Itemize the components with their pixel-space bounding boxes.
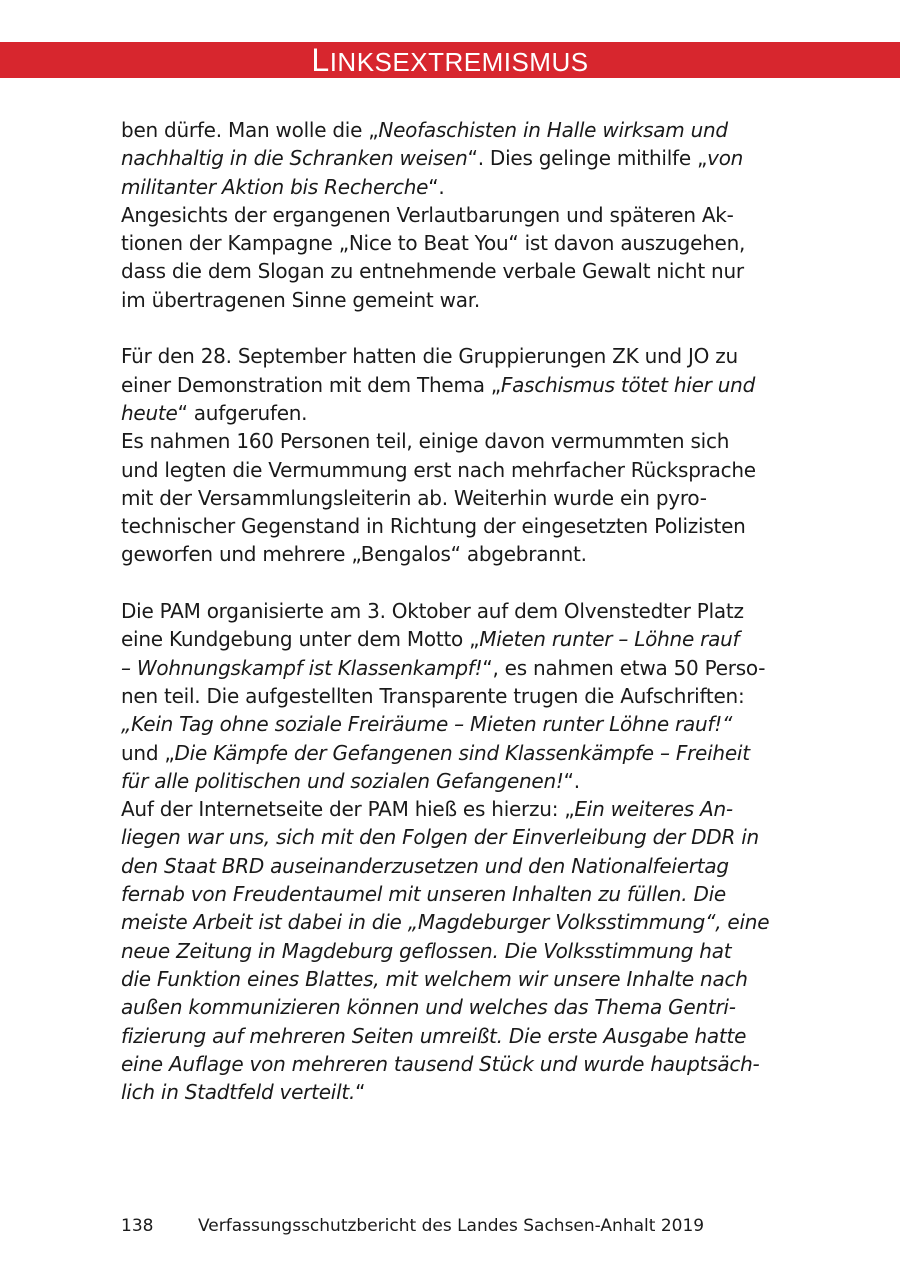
text-line: und legten die Vermummung erst nach mehrfacher Rücksprache xyxy=(121,457,756,482)
quote-text: Ein weiteres An- xyxy=(574,797,733,822)
text-line: “ aufgerufen. xyxy=(177,400,308,425)
text-line: Auf der Internetseite der PAM hieß es hierzu: „ xyxy=(121,797,575,822)
text-line: im übertragenen Sinne gemeint war. xyxy=(121,287,480,312)
quote-text: militanter Aktion bis Recherche xyxy=(121,174,429,199)
quote-text: fernab von Freudentaumel mit unseren Inhalten zu füllen. Die xyxy=(121,882,726,907)
text-line: mit der Versammlungsleiterin ab. Weiterhin wurde ein pyro- xyxy=(121,485,707,510)
text-line: geworfen und mehrere „Bengalos“ abgebrannt. xyxy=(121,542,587,567)
section-title-rest: INKSEXTREMISMUS xyxy=(329,47,589,77)
page-footer xyxy=(121,1215,821,1237)
text-line: “. xyxy=(428,174,445,199)
text-line: “. xyxy=(563,768,580,793)
text-line: und „ xyxy=(121,740,175,765)
quote-text: neue Zeitung in Magdeburg geflossen. Die Volksstimmung hat xyxy=(121,938,732,963)
text-line: “ xyxy=(355,1080,366,1105)
text-line: nen teil. Die aufgestellten Transparente trugen die Aufschriften: xyxy=(121,683,745,708)
text-line: einer Demonstration mit dem Thema „ xyxy=(121,372,501,397)
quote-text: Faschismus tötet hier und xyxy=(500,372,756,397)
quote-text: von xyxy=(707,146,744,171)
section-header-bar xyxy=(0,42,900,78)
text-line: ben dürfe. Man wolle die „ xyxy=(121,118,379,142)
section-title-first-letter: L xyxy=(311,42,330,78)
quote-text: liegen war uns, sich mit den Folgen der Einverleibung der DDR in xyxy=(121,825,759,850)
quote-text: außen kommunizieren können und welches das Thema Gentri- xyxy=(121,995,736,1020)
quote-text: lich in Stadtfeld verteilt. xyxy=(121,1080,356,1105)
quote-text: heute xyxy=(121,400,178,425)
text-line: “. Dies gelinge mithilfe „ xyxy=(467,146,708,171)
text-line: “, es nahmen etwa 50 Perso- xyxy=(482,655,766,680)
text-line: Es nahmen 160 Personen teil, einige davon vermummten sich xyxy=(121,429,730,454)
text-line: Für den 28. September hatten die Gruppierungen ZK und JO zu xyxy=(121,344,738,369)
quote-text: Mieten runter – Löhne rauf xyxy=(479,627,740,652)
text-line: tionen der Kampagne „Nice to Beat You“ ist davon auszugehen, xyxy=(121,231,746,256)
quote-text: Neofaschisten in Halle wirksam und xyxy=(378,118,728,142)
quote-text: – Wohnungskampf ist Klassenkampf! xyxy=(121,655,483,680)
text-line: eine Kundgebung unter dem Motto „ xyxy=(121,627,480,652)
quote-text: den Staat BRD auseinanderzusetzen und den Nationalfeiertag xyxy=(121,853,729,878)
text-line: Die PAM organisierte am 3. Oktober auf dem Olvenstedter Platz xyxy=(121,599,744,624)
text-line: dass die dem Slogan zu entnehmende verbale Gewalt nicht nur xyxy=(121,259,744,284)
quote-text: die Funktion eines Blattes, mit welchem wir unsere Inhalte nach xyxy=(121,966,748,991)
publication-title: Verfassungsschutzbericht des Landes Sachsen-Anhalt 2019 xyxy=(198,1216,705,1236)
paragraph-2 xyxy=(121,342,781,568)
quote-text: für alle politischen und sozialen Gefangenen! xyxy=(121,768,564,793)
paragraph-3 xyxy=(121,597,781,1106)
quote-text: eine Auflage von mehreren tausend Stück und wurde hauptsäch- xyxy=(121,1051,760,1076)
body-text xyxy=(121,116,781,1106)
text-line: Angesichts der ergangenen Verlautbarungen und späteren Ak- xyxy=(121,202,734,227)
quote-text: Die Kämpfe der Gefangenen sind Klassenkämpfe – Freiheit xyxy=(174,740,750,765)
paragraph-1 xyxy=(121,116,781,314)
quote-text: nachhaltig in die Schranken weisen xyxy=(121,146,468,171)
text-line: technischer Gegenstand in Richtung der eingesetzten Polizisten xyxy=(121,514,746,539)
quote-text: fizierung auf mehreren Seiten umreißt. Die erste Ausgabe hatte xyxy=(121,1023,747,1048)
quote-text: „Kein Tag ohne soziale Freiräume – Mieten runter Löhne rauf!“ xyxy=(121,712,733,737)
page-number: 138 xyxy=(121,1216,154,1236)
quote-text: meiste Arbeit ist dabei in die „Magdeburger Volksstimmung“, eine xyxy=(121,910,770,935)
